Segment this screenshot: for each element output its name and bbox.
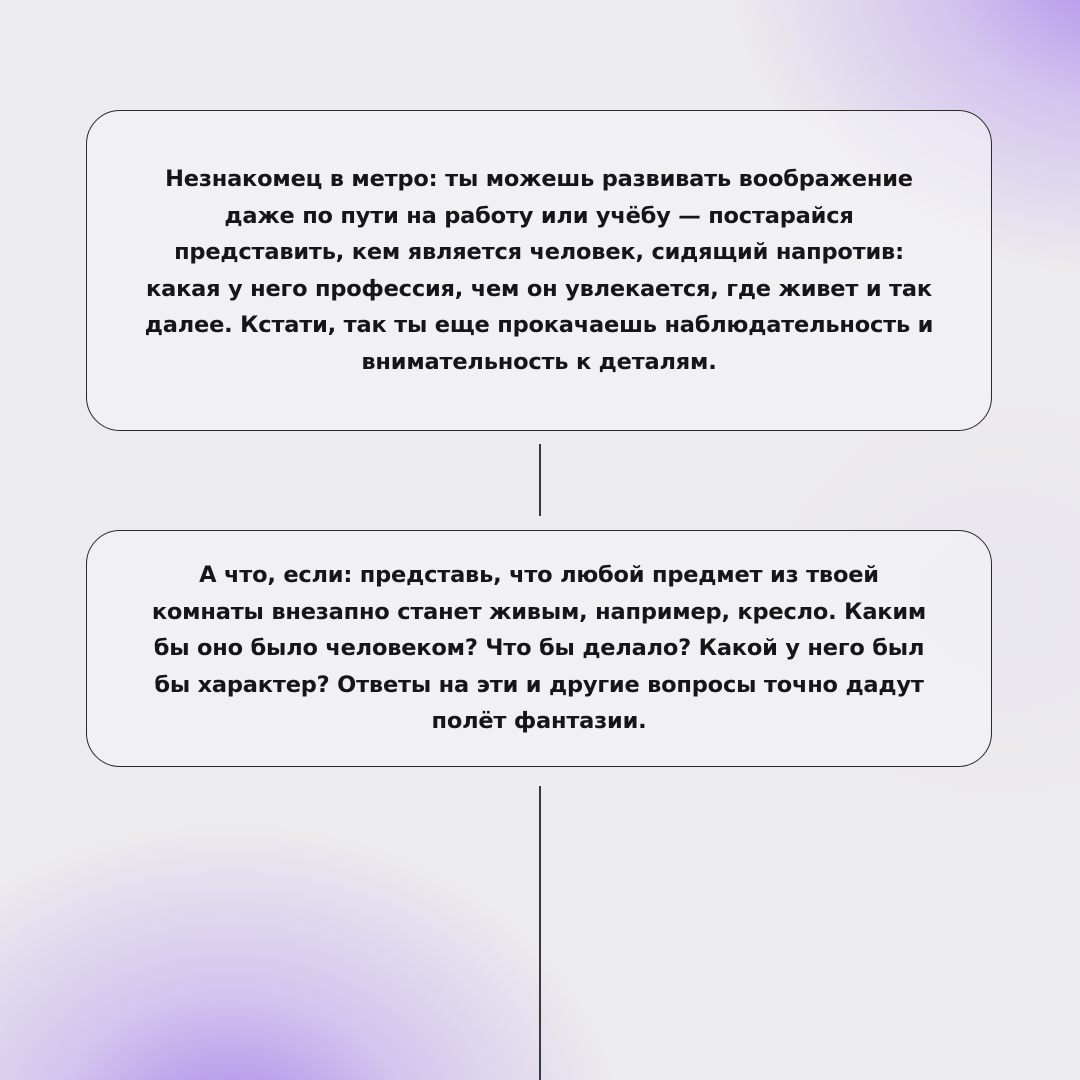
connector-line [539,786,541,1080]
tip-card-what-if [86,530,992,767]
connector-line [539,444,541,516]
tip-card-stranger-in-metro [86,110,992,431]
tip-card-text: Незнакомец в метро: ты можешь развивать воображение даже по пути на работу или учёбу — постарайся представить, кем является человек, сидящий напротив: какая у него профессия, чем он увлекается, где живет и так далее. Кстати, так ты еще прокачаешь наблюдательность и внимательность к деталям. [144,166,934,375]
tip-card-text: А что, если: представь, что любой предмет из твоей комнаты внезапно станет живым, например, кресло. Каким бы оно было человеком? Что бы делало? Какой у него был бы характер? Ответы на эти и другие вопросы точно дадут полёт фантазии. [151,562,927,735]
